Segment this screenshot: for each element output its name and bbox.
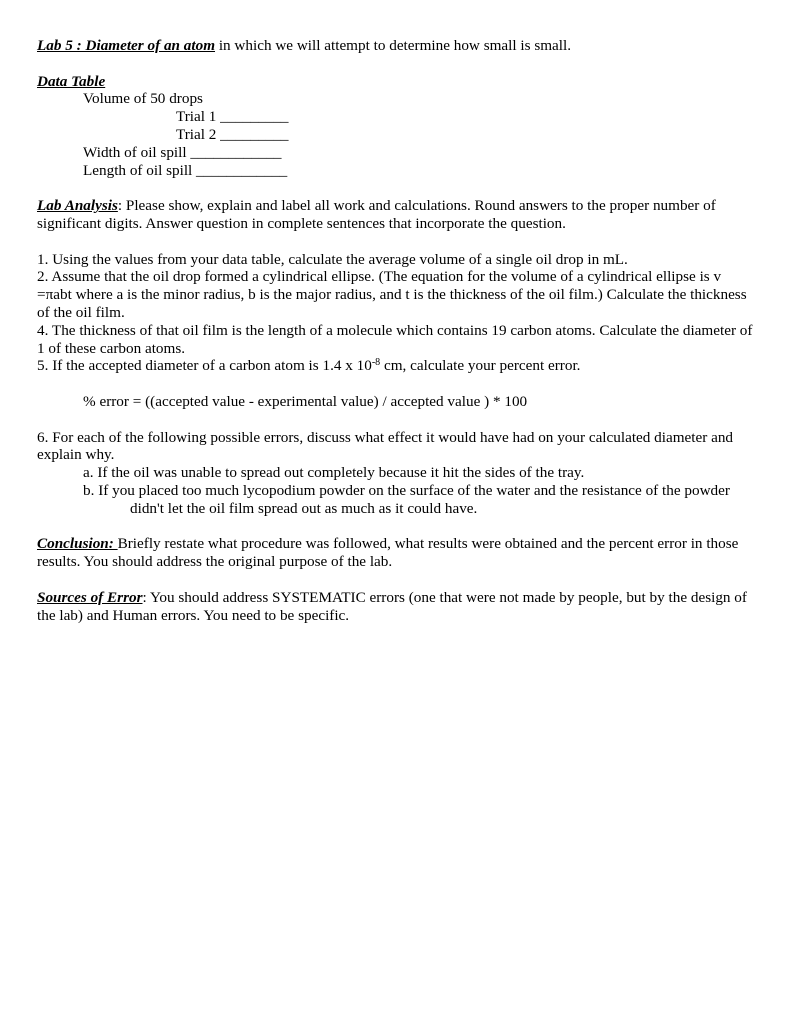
lab-title-description: in which we will attempt to determine how small is small. (215, 37, 572, 54)
lab-title: Lab 5 : Diameter of an atom (37, 37, 216, 54)
width-field: Width of oil spill ____________ (83, 143, 282, 161)
question-5-text: 5. If the accepted diameter of a carbon atom is 1.4 x 10 (37, 357, 372, 375)
trial-1-field: Trial 1 _________ (176, 108, 289, 126)
data-table-heading: Data Table (37, 72, 106, 90)
lab-analysis-heading: Lab Analysis (37, 197, 118, 215)
lab-analysis-text: : Please show, explain and label all work and calculations. Round answers to the proper number of significant digits. Answer question in complete sentences that incorporate the question. (37, 197, 716, 232)
sources-of-error-heading: Sources of Error (37, 588, 143, 606)
conclusion-text: Briefly restate what procedure was followed, what results were obtained and the percent error in those results. You should address the original purpose of the lab. (37, 535, 739, 571)
question-5-exponent: -8 (371, 357, 381, 369)
question-4: 4. The thickness of that oil film is the length of a molecule which contains 19 carbon atoms. Calculate the diameter of 1 of these carbon atoms. (37, 321, 753, 357)
question-6: 6. For each of the following possible errors, discuss what effect it would have had on your calculated diameter and explain why. (37, 428, 734, 464)
document-page (37, 37, 757, 624)
sources-of-error-text: : You should address SYSTEMATIC errors (one that were not made by people, but by the design of the lab) and Human errors. You need to be specific. (37, 588, 747, 624)
question-2: 2. Assume that the oil drop formed a cylindrical ellipse. (The equation for the volume of a cylindrical ellipse is v =πabt where a is the minor radius, b is the major radius, and t is the thickness of the oil film.) Calculate the thickness of the oil film. (37, 268, 747, 321)
question-5 (37, 357, 757, 375)
trial-2-field: Trial 2 _________ (176, 125, 289, 143)
question-6a: a. If the oil was unable to spread out completely because it hit the sides of the tray. (83, 464, 585, 482)
question-6b-continuation: didn't let the oil film spread out as much as it could have. (130, 499, 478, 517)
question-6b: b. If you placed too much lycopodium powder on the surface of the water and the resistance of the powder (83, 481, 730, 499)
conclusion-paragraph (37, 535, 757, 571)
lab-title-line (37, 37, 757, 55)
question-5-text-end: cm, calculate your percent error. (380, 357, 581, 375)
volume-label: Volume of 50 drops (83, 90, 203, 108)
sources-of-error-paragraph (37, 589, 757, 625)
length-field: Length of oil spill ____________ (83, 161, 288, 179)
conclusion-heading: Conclusion: (37, 535, 118, 553)
percent-error-formula: % error = ((accepted value - experimental value) / accepted value ) * 100 (83, 392, 528, 410)
question-1: 1. Using the values from your data table, calculate the average volume of a single oil drop in mL. (37, 250, 628, 268)
lab-analysis-paragraph (37, 197, 757, 233)
